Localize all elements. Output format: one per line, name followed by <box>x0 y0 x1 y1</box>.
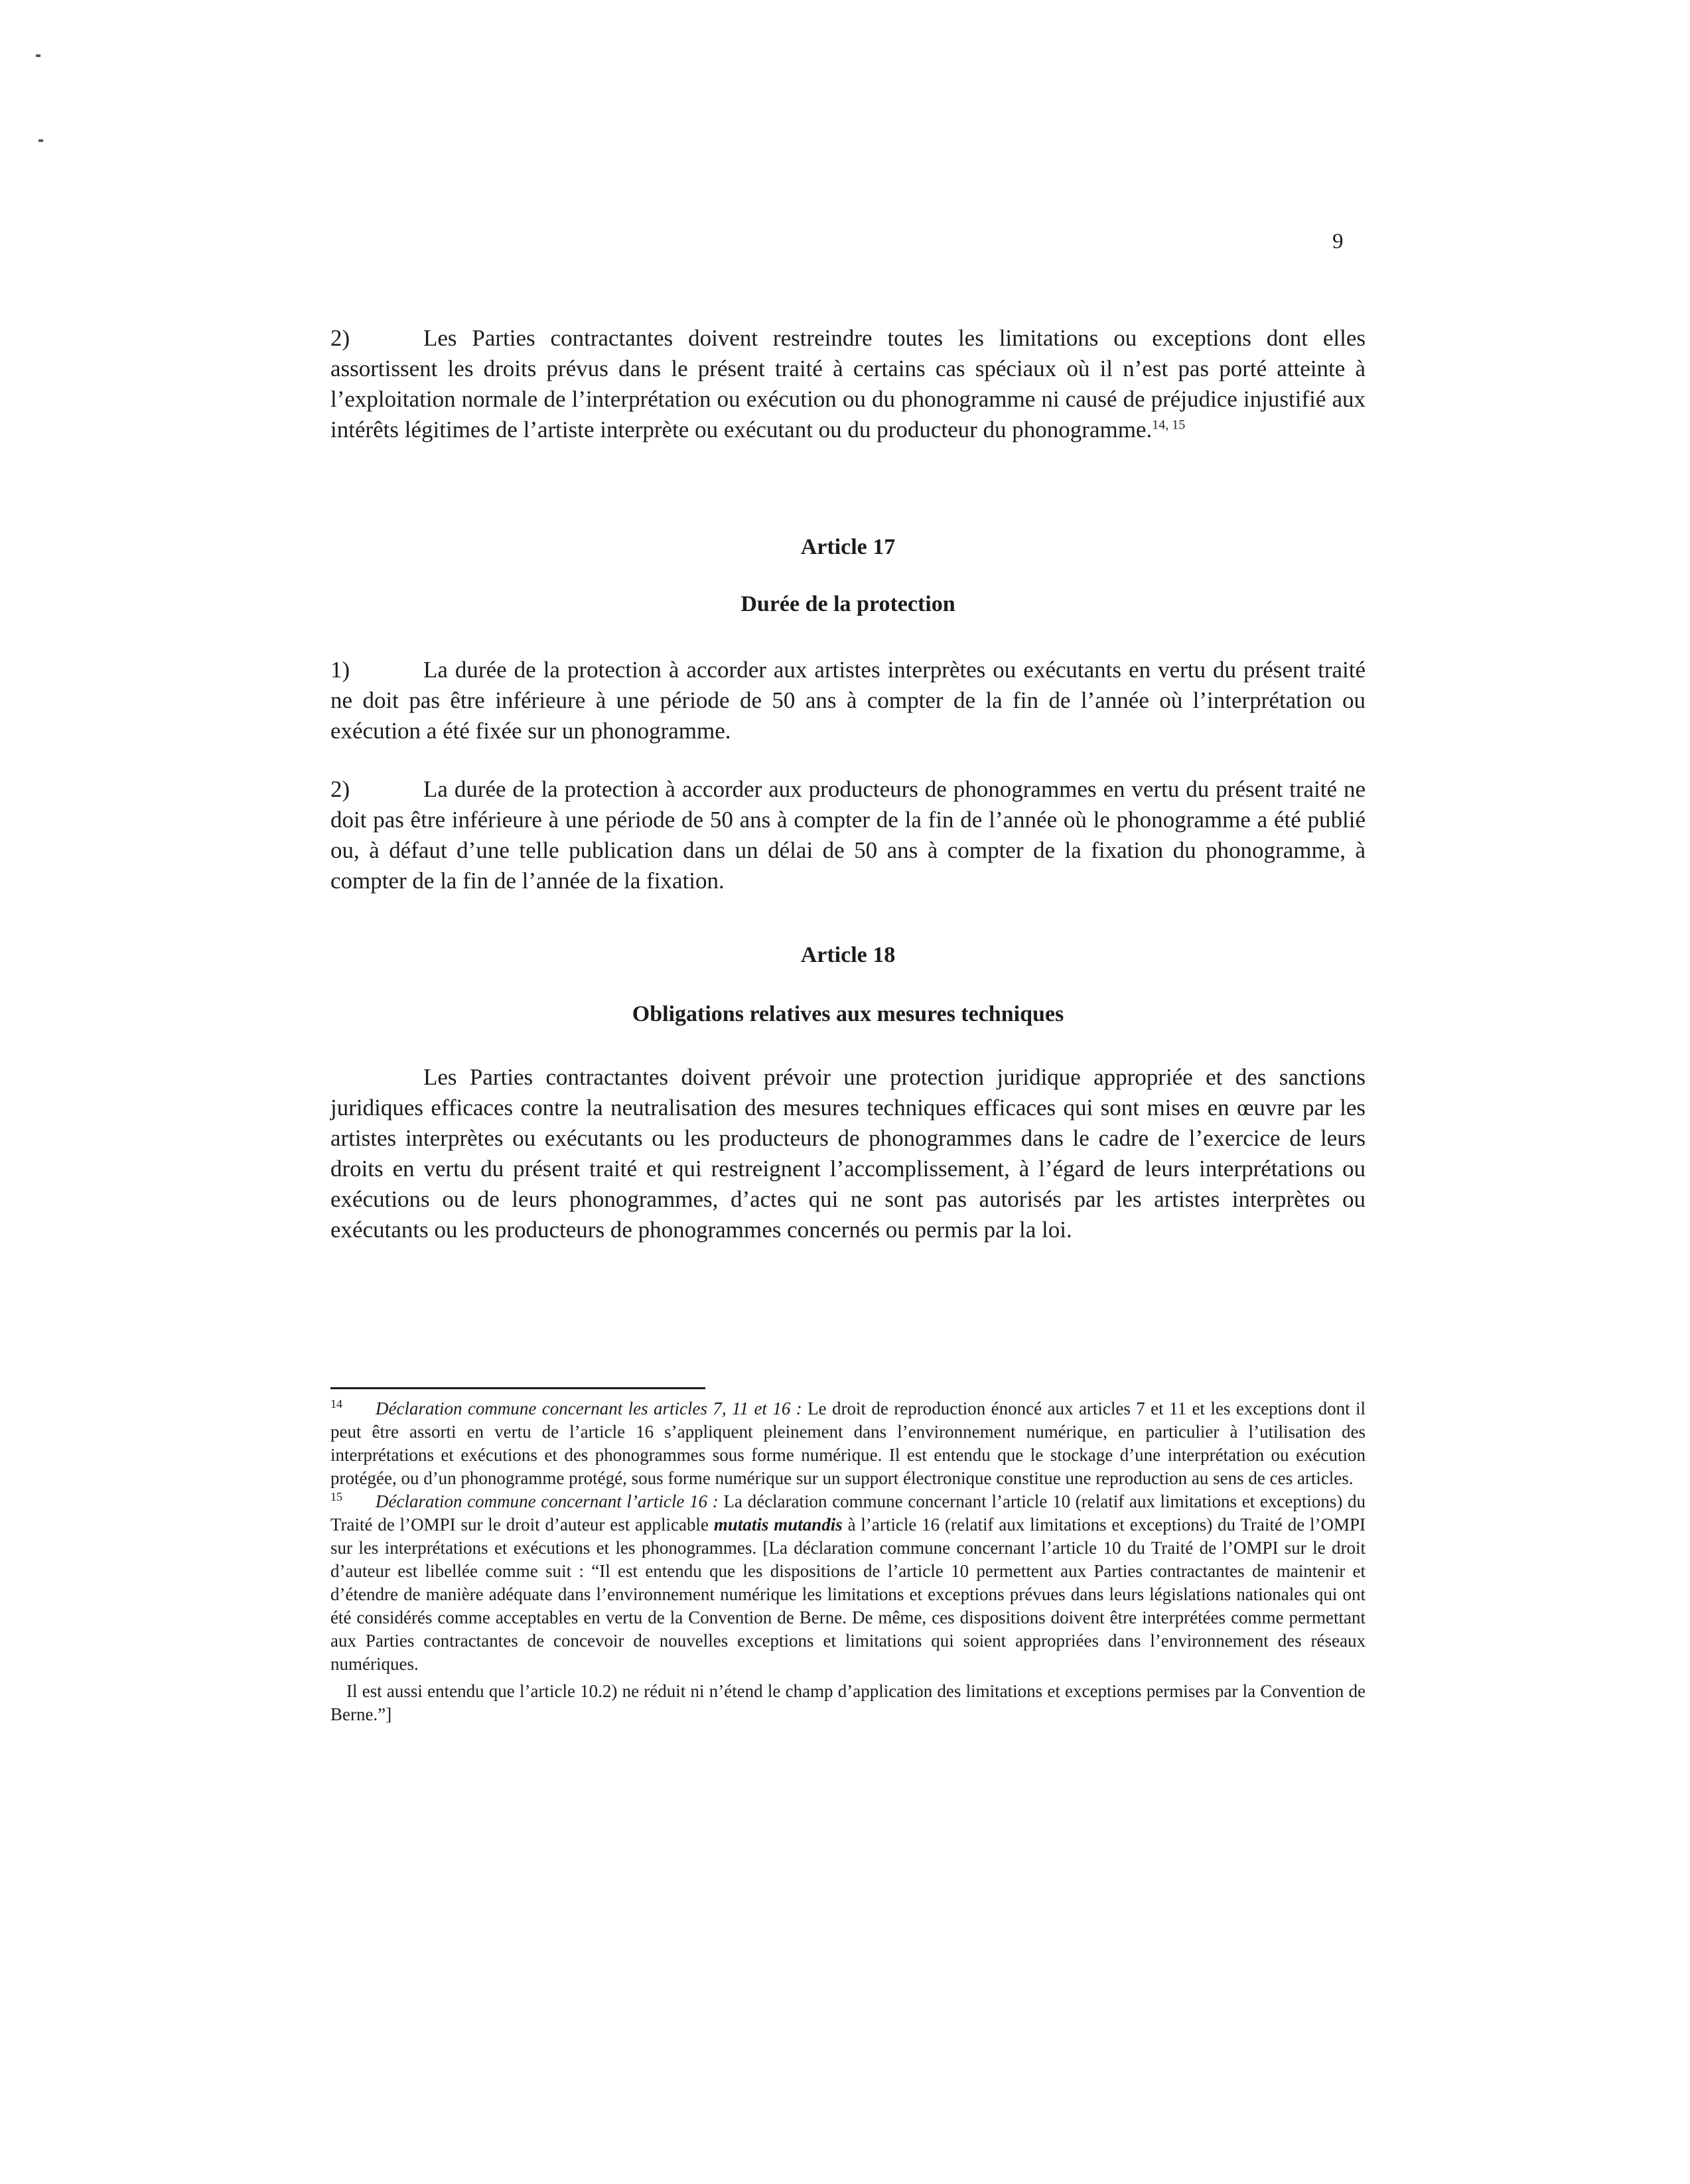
article18-subtitle: Obligations relatives aux mesures techniques <box>632 1002 1064 1026</box>
article17-paragraph-1 <box>330 655 1366 746</box>
footnote-15: 15 Déclaration commune concernant l’article 16 : La déclaration commune concernant l’article 10 (relatif aux limitations et exceptions) du Traité de l’OMPI sur le droit d’auteur est applicable mutatis mutandis à l’article 16 (relatif aux limitations et exceptions) du Traité de l’OMPI sur les interprétations et exécutions et les phonogrammes. [La déclaration commune concernant l’article 10 du Traité de l’OMPI sur le droit d’auteur est libellée comme suit : “Il est entendu que les dispositions de l’article 10 permettent aux Parties contractantes de maintenir et d’étendre de manière adéquate dans l’environnement numérique les limitations et exceptions prévues dans leurs législations nationales qui ont été considérés comme acceptables en vertu de la Convention de Berne. De même, ces dispositions doivent être interprétées comme permettant aux Parties contractantes de concevoir de nouvelles exceptions et limitations qui soient appropriées dans l’environnement des réseaux numériques. <box>330 1490 1366 1674</box>
scan-artifact-mark <box>38 139 43 142</box>
paragraph-text: Les Parties contractantes doivent restreindre toutes les limitations ou exceptions dont elles assortissent les droits prévus dans le présent traité à certains cas spéciaux où il n’est pas porté atteinte à l’exploitation normale de l’interprétation ou exécution ou du phonogramme ni causé de préjudice injustifié aux intérêts légitimes de l’artiste interprète ou exécutant ou du producteur du phonogramme. <box>330 325 1366 443</box>
footnote-text: La déclaration commune concernant l’article 10 (relatif aux limitations et exceptions) du Traité de l’OMPI sur le droit d’auteur est applicable <box>330 1491 1366 1535</box>
footnote-15-continuation: Il est aussi entendu que l’article 10.2) ne réduit ni n’étend le champ d’application des limitations et exceptions permises par la Convention de Berne.”] <box>330 1681 1366 1724</box>
article17-subtitle: Durée de la protection <box>740 592 955 616</box>
article18-title: Article 18 <box>800 943 896 967</box>
footnotes <box>330 1397 1366 1726</box>
scan-artifact-mark <box>36 54 40 57</box>
article17-paragraph-2 <box>330 774 1366 896</box>
paragraph-number: 2) <box>330 325 350 351</box>
footnote-reference[interactable]: 14, 15 <box>1152 417 1186 433</box>
footnote-14: 14 Déclaration commune concernant les articles 7, 11 et 16 : Le droit de reproduction énoncé aux articles 7 et 11 et les exceptions dont il peut être assorti en vertu de l’article 16 s’appliquent pleinement dans l’environnement numérique, en particulier à l’utilisation des interprétations et exécutions et des phonogrammes sous forme numérique. Il est entendu que le stockage d’une interprétation ou exécution protégée, ou d’un phonogramme protégé, sous forme numérique sur un support électronique constitue une reproduction au sens de ces articles. <box>330 1397 1366 1488</box>
paragraph-number: 1) <box>330 657 350 683</box>
paragraph-number: 2) <box>330 776 350 802</box>
footnote-text: Le droit de reproduction énoncé aux articles 7 et 11 et les exceptions dont il peut être assorti en vertu de l’article 16 s’appliquent pleinement dans l’environnement numérique, en particulier à l’utilisation des interprétations et exécutions et des phonogrammes sous forme numérique. Il est entendu que le stockage d’une interprétation ou exécution protégée, ou d’un phonogramme protégé, sous forme numérique sur un support électronique constitue une reproduction au sens de ces articles. <box>330 1399 1366 1488</box>
paragraph-text: Les Parties contractantes doivent prévoir une protection juridique appropriée et des sanctions juridiques efficaces contre la neutralisation des mesures techniques efficaces qui sont mises en œuvre par les artistes interprètes ou exécutants ou les producteurs de phonogrammes dans le cadre de l’exercice de leurs droits en vertu du présent traité et qui restreignent l’accomplissement, à l’égard de leurs interprétations ou exécutions ou de leurs phonogrammes, d’actes qui ne sont pas autorisés par les artistes interprètes ou exécutants ou les producteurs de phonogrammes concernés ou permis par la loi. <box>330 1064 1366 1243</box>
page-number: 9 <box>1332 230 1344 253</box>
footnote-text: à l’article 16 (relatif aux limitations et exceptions) du Traité de l’OMPI sur les interprétations et exécutions et les phonogrammes. [La déclaration commune concernant l’article 10 du Traité de l’OMPI sur le droit d’auteur est libellée comme suit : “Il est entendu que les dispositions de l’article 10 permettent aux Parties contractantes de maintenir et d’étendre de manière adéquate dans l’environnement numérique les limitations et exceptions prévues dans leurs législations nationales qui ont été considérés comme acceptables en vertu de la Convention de Berne. De même, ces dispositions doivent être interprétées comme permettant aux Parties contractantes de concevoir de nouvelles exceptions et limitations qui soient appropriées dans l’environnement des réseaux numériques. <box>330 1515 1366 1674</box>
article17-title: Article 17 <box>800 535 896 559</box>
article16-paragraph-2 <box>330 323 1366 445</box>
footnote-emphasis: mutatis mutandis <box>713 1515 843 1535</box>
footnote-label: Déclaration commune concernant l’article 16 : <box>376 1491 719 1511</box>
footnote-label: Déclaration commune concernant les articles 7, 11 et 16 : <box>376 1399 802 1418</box>
paragraph-text: La durée de la protection à accorder aux artistes interprètes ou exécutants en vertu du présent traité ne doit pas être inférieure à une période de 50 ans à compter de la fin de l’année où l’interprétation ou exécution a été fixée sur un phonogramme. <box>330 657 1366 744</box>
footnote-separator <box>330 1387 705 1389</box>
paragraph-text: La durée de la protection à accorder aux producteurs de phonogrammes en vertu du présent traité ne doit pas être inférieure à une période de 50 ans à compter de la fin de l’année où le phonogramme a été publié ou, à défaut d’une telle publication dans un délai de 50 ans à compter de la fixation du phonogramme, à compter de la fin de l’année de la fixation. <box>330 776 1366 894</box>
article18-paragraph <box>330 1062 1366 1245</box>
